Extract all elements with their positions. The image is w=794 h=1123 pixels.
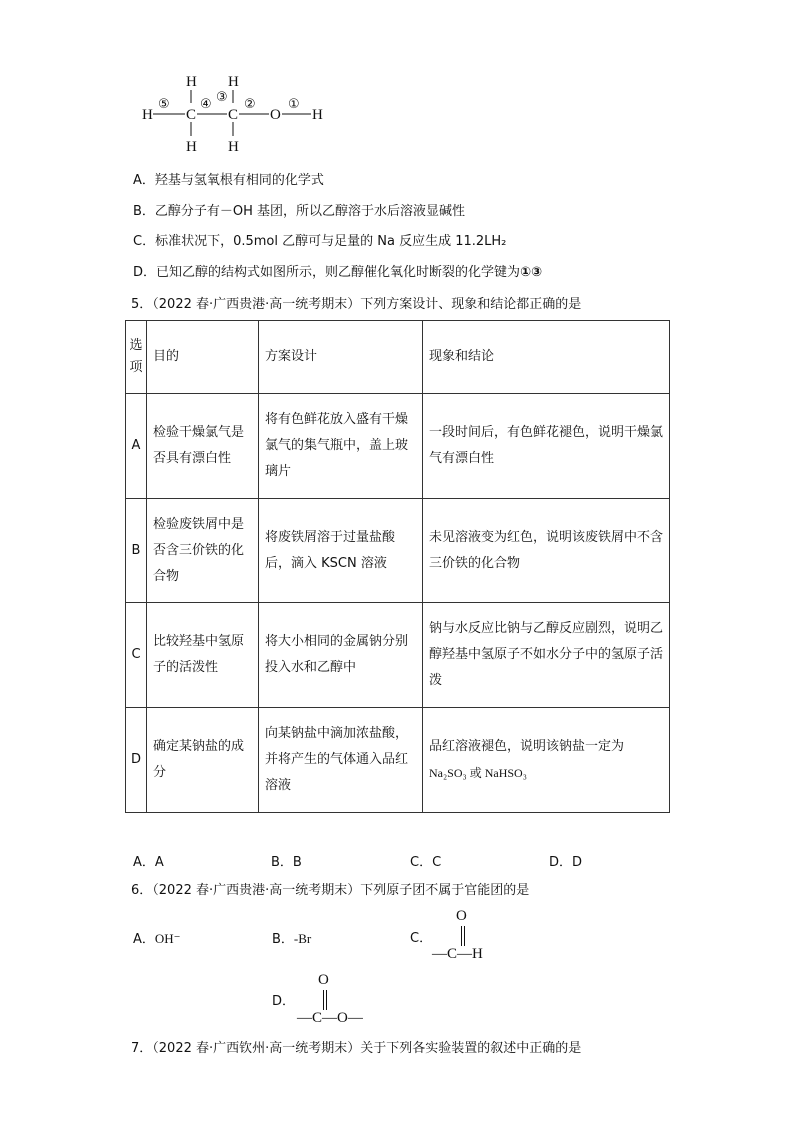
option-highlight: ①③ — [520, 265, 543, 280]
structure-atom-h-bottom1: H — [186, 139, 197, 155]
question-source: （2022 春·广西贵港·高一统考期末） — [152, 297, 361, 312]
table-header-row — [126, 321, 670, 394]
question-number: 5． — [131, 297, 153, 312]
row-purpose: 检验干燥氯气是否具有漂白性 — [147, 394, 259, 499]
option-key: B． — [133, 204, 155, 219]
header-design: 方案设计 — [259, 321, 423, 394]
structure-atom-h-top2: H — [228, 74, 239, 90]
bond-label-1: ① — [288, 97, 300, 112]
option-key: C． — [410, 931, 433, 946]
row-purpose: 检验废铁屑中是否含三价铁的化合物 — [147, 499, 259, 603]
row-result: 未见溶液变为红色，说明该废铁屑中不含三价铁的化合物 — [423, 499, 670, 603]
bond-label-4: ④ — [200, 97, 212, 112]
header-purpose: 目的 — [147, 321, 259, 394]
question-stem: 下列方案设计、现象和结论都正确的是 — [360, 297, 582, 312]
header-result: 现象和结论 — [423, 321, 670, 394]
option-key: D． — [272, 994, 296, 1009]
bond-label-3: ③ — [216, 90, 228, 105]
structure-atom-h-top1: H — [186, 74, 197, 90]
q6-option-c[interactable] — [410, 930, 432, 948]
question-number: 7． — [131, 1041, 153, 1056]
question-stem: 关于下列各实验装置的叙述中正确的是 — [360, 1041, 582, 1056]
table-row — [126, 394, 670, 499]
q4-option-d[interactable] — [133, 264, 542, 282]
answer-option-c[interactable]: C．C — [410, 855, 442, 870]
q6-option-d[interactable] — [272, 993, 295, 1011]
option-text: 羟基与氢氧根有相同的化学式 — [154, 173, 324, 188]
row-key: A — [126, 394, 147, 499]
option-formula: OH⁻ — [154, 931, 181, 946]
row-design: 将废铁屑溶于过量盐酸后，滴入 KSCN 溶液 — [259, 499, 423, 603]
q5-heading — [131, 296, 581, 314]
double-bond-line — [323, 990, 325, 1010]
row-key: B — [126, 499, 147, 603]
q6-heading — [131, 882, 529, 900]
option-formula: -Br — [293, 931, 312, 946]
row-result: 品红溶液褪色，说明该钠盐一定为 — [429, 739, 625, 754]
table-row — [126, 499, 670, 603]
option-key: B． — [272, 932, 294, 947]
q6-option-b[interactable] — [272, 930, 311, 949]
option-key: C． — [133, 234, 156, 249]
structure-atom-h-right: H — [312, 107, 323, 123]
row-key: C — [126, 603, 147, 708]
structure-oxygen: O — [318, 972, 329, 988]
structure-atom-c2: C — [228, 107, 239, 123]
row-purpose: 比较羟基中氢原子的活泼性 — [147, 603, 259, 708]
answer-option-a[interactable]: A．A — [133, 855, 164, 870]
option-text: 乙醇分子有－OH 基团，所以乙醇溶于水后溶液显碱性 — [154, 204, 466, 219]
row-result: 钠与水反应比钠与乙醇反应剧烈，说明乙醇羟基中氢原子不如水分子中的氢原子活泼 — [423, 603, 670, 708]
structure-atom-h-left: H — [142, 107, 153, 123]
option-key: A． — [133, 173, 155, 188]
answer-option-b[interactable]: B．B — [271, 855, 302, 870]
row-result-formula: Na₂SO₃ 或 NaHSO₃ — [429, 766, 527, 780]
structure-atom-c1: C — [186, 107, 197, 123]
structure-chain: —C—H — [432, 946, 483, 962]
row-design: 将大小相同的金属钠分别投入水和乙醇中 — [259, 603, 423, 708]
option-text: 已知乙醇的结构式如图所示，则乙醇催化氧化时断裂的化学键为 — [156, 265, 521, 280]
q6-option-a[interactable] — [133, 930, 181, 949]
option-text: 标准状况下，0.5mol 乙醇可与足量的 Na 反应生成 11.2LH₂ — [155, 234, 507, 249]
option-key: A． — [133, 932, 155, 947]
row-key: D — [126, 708, 147, 813]
q5-answer-options — [133, 851, 693, 869]
ethanol-structure-diagram — [140, 70, 340, 156]
row-design: 将有色鲜花放入盛有干燥氯气的集气瓶中，盖上玻璃片 — [259, 394, 423, 499]
q7-heading — [131, 1040, 581, 1058]
double-bond-line — [326, 990, 328, 1010]
header-option: 选项 — [126, 321, 147, 394]
q4-option-c[interactable] — [133, 233, 506, 251]
bond-label-2: ② — [244, 97, 256, 112]
double-bond-line — [464, 926, 466, 946]
option-key: D． — [133, 265, 157, 280]
q6-option-c-structure — [432, 908, 522, 968]
question-source: （2022 春·广西贵港·高一统考期末） — [152, 883, 361, 898]
double-bond-line — [461, 926, 463, 946]
q4-option-b[interactable] — [133, 203, 465, 221]
row-result-cell — [423, 708, 670, 813]
structure-atom-h-bottom2: H — [228, 139, 239, 155]
structure-atom-o: O — [270, 107, 281, 123]
structure-chain: —C—O— — [297, 1010, 363, 1026]
q6-option-d-structure — [297, 972, 407, 1032]
question-source: （2022 春·广西钦州·高一统考期末） — [152, 1041, 361, 1056]
row-design: 向某钠盐中滴加浓盐酸，并将产生的气体通入品红溶液 — [259, 708, 423, 813]
structure-oxygen: O — [456, 908, 467, 924]
table-row — [126, 603, 670, 708]
answer-option-d[interactable]: D．D — [549, 855, 583, 870]
q5-table — [125, 320, 670, 813]
row-purpose: 确定某钠盐的成分 — [147, 708, 259, 813]
table-row — [126, 708, 670, 813]
question-stem: 下列原子团不属于官能团的是 — [360, 883, 530, 898]
question-number: 6． — [131, 883, 153, 898]
q4-option-a[interactable] — [133, 172, 324, 190]
bond-label-5: ⑤ — [158, 97, 170, 112]
row-result: 一段时间后，有色鲜花褪色，说明干燥氯气有漂白性 — [423, 394, 670, 499]
